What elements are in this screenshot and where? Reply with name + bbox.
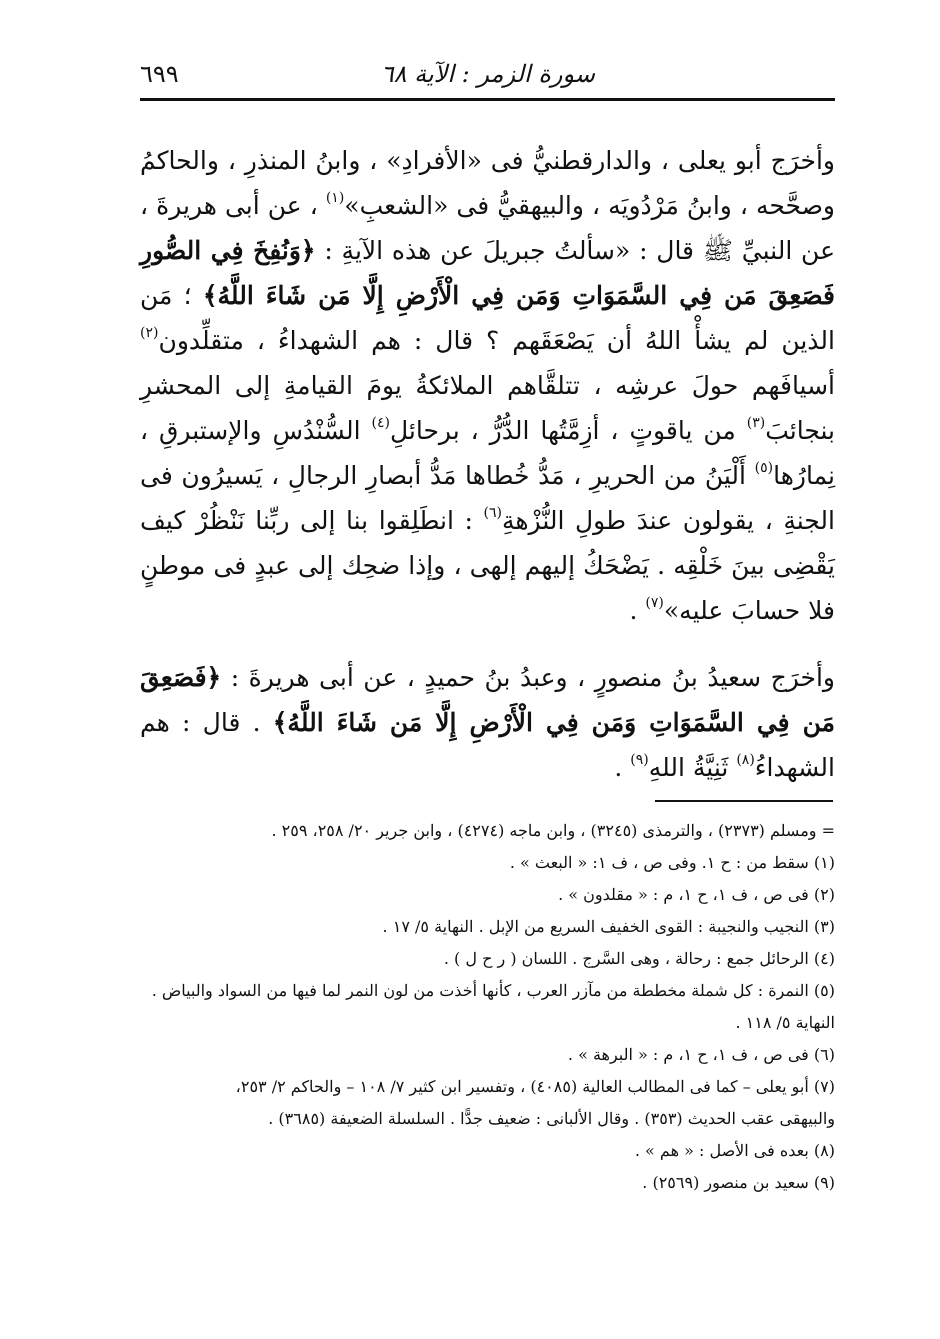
footnote-line: (٩) سعيد بن منصور (٢٥٦٩) . [642,1173,835,1192]
footnote-line: والبيهقى عقب الحديث (٣٥٣) . وقال الألبانى : ضعيف جدًّا . السلسلة الضعيفة (٣٦٨٥) . [268,1109,835,1128]
footnote-line: (٨) بعده فى الأصل : « هم » . [634,1141,835,1160]
footnote-line: (٢) فى ص ، ف ١، ح ١، م : « مقلدون » . [558,885,835,904]
footnote-ref-1: (١) [325,190,345,206]
running-title: سورة الزمر : الآية ٦٨ [380,60,595,88]
text-run: من ياقوتٍ ، أزِمَّتُها الدُّرُّ ، برحائلِ [389,416,747,445]
footnote-line: = ومسلم (٢٣٧٣) ، والترمذى (٣٢٤٥) ، وابن ماجه (٤٢٧٤) ، وابن جرير ٢٠/ ٢٥٨، ٢٥٩ . [271,821,835,840]
footnote-ref-8: (٨) [736,752,755,768]
footnote-line: (٥) النمرة : كل شملة مخططة من مآزر العرب ، كأنها أخذت من لون النمر لما فيها من السواد والبياض . [151,981,835,1000]
footnote-ref-6: (٦) [483,505,502,521]
footnote-line: النهاية ٥/ ١١٨ . [735,1013,835,1032]
quran-verse: ﴿فَصَعِقَ مَن فِي السَّمَوَاتِ وَمَن فِي الْأَرْضِ إِلَّا مَن شَاءَ اللَّهُ﴾ [140,663,835,737]
header-rule [140,98,835,101]
text-run: . قال : هم الشهداءُ [140,708,835,782]
text-run: وأخرَج أبو يعلى ، والدارقطنيُّ فى «الأفرادِ» ، وابنُ المنذرِ ، والحاكمُ وصحَّحه ، وابنُ مَرْدُويَه ، والبيهقيُّ فى «الشعبِ» [140,146,835,220]
main-text [140,138,835,790]
text-run: أسيافَهم حولَ عرشِه ، تتلقَّاهم الملائكةُ يومَ القيامةِ إلى المحشرِ بنجائبَ [140,371,835,445]
footnote-line: (٧) أبو يعلى – كما فى المطالب العالية (٤٠٨٥) ، وتفسير ابن كثير ٧/ ١٠٨ – والحاكم ٢/ ٢٥٣، [235,1077,835,1096]
text-run: . [629,596,646,625]
footnote-ref-7: (٧) [645,595,664,611]
paragraph-1 [140,138,835,633]
footnote-line: (١) سقط من : ح ١. وفى ص ، ف ١: « البعث » . [509,853,835,872]
text-run: ثَنِيَّةُ اللهِ [648,753,737,782]
footnote-separator [655,800,833,802]
page-number: ٦٩٩ [140,60,179,88]
footnote-ref-3: (٣) [746,415,766,431]
footnote-ref-4: (٤) [371,415,390,431]
text-run: ؛ مَن الذين لم يشأْ اللهُ أن يَصْعَقَهم ؟ قال : هم الشهداءُ ، متقلِّدون [140,281,835,355]
paragraph-2 [140,655,835,790]
text-run: : انطَلِقوا بنا إلى ربِّنا نَنْظُرْ كيف يَقْضِى بينَ خَلْقِه . يَضْحَكُ إليهم إلهى ، وإذا ضحِك إلى عبدٍ فى موطنٍ فلا حسابَ عليه» [140,506,835,625]
footnote-line: (٣) النجيب والنجيبة : القوى الخفيف السريع من الإبل . النهاية ٥/ ١٧ . [382,917,835,936]
footnotes [140,815,835,1199]
footnote-ref-2: (٢) [140,325,159,341]
running-header [140,52,835,96]
text-run: السُّنْدُسِ والإستبرقِ ، نِمارُها [140,416,835,490]
footnote-line: (٦) فى ص ، ف ١، ح ١، م : « البرهة » . [567,1045,835,1064]
footnote-line: (٤) الرحائل جمع : رحالة ، وهى السَّرج . اللسان ( ر ح ل ) . [443,949,835,968]
quran-verse: ﴿وَنُفِخَ فِي الصُّورِ فَصَعِقَ مَن فِي السَّمَوَاتِ وَمَن فِي الْأَرْضِ إِلَّا مَن شَاءَ اللَّهُ﴾ [140,236,836,310]
footnote-ref-5: (٥) [754,460,774,476]
text-run: . [614,753,631,782]
text-run: وأخرَج سعيدُ بنُ منصورٍ ، وعبدُ بنُ حميدٍ ، عن أبى هريرةَ : [221,663,835,692]
text-run: أَلْيَنُ من الحريرِ ، مَدُّ خُطاها مَدُّ أبصارِ الرجالِ ، يَسيرُون فى الجنةِ ، يقولون عندَ طولِ النُّزْهةِ [140,461,835,535]
text-run: ، عن أبى هريرةَ ، عن النبيِّ ﷺ قال : «سألتُ جبريلَ عن هذه الآيةِ : [140,191,835,265]
footnote-ref-9: (٩) [630,752,649,768]
